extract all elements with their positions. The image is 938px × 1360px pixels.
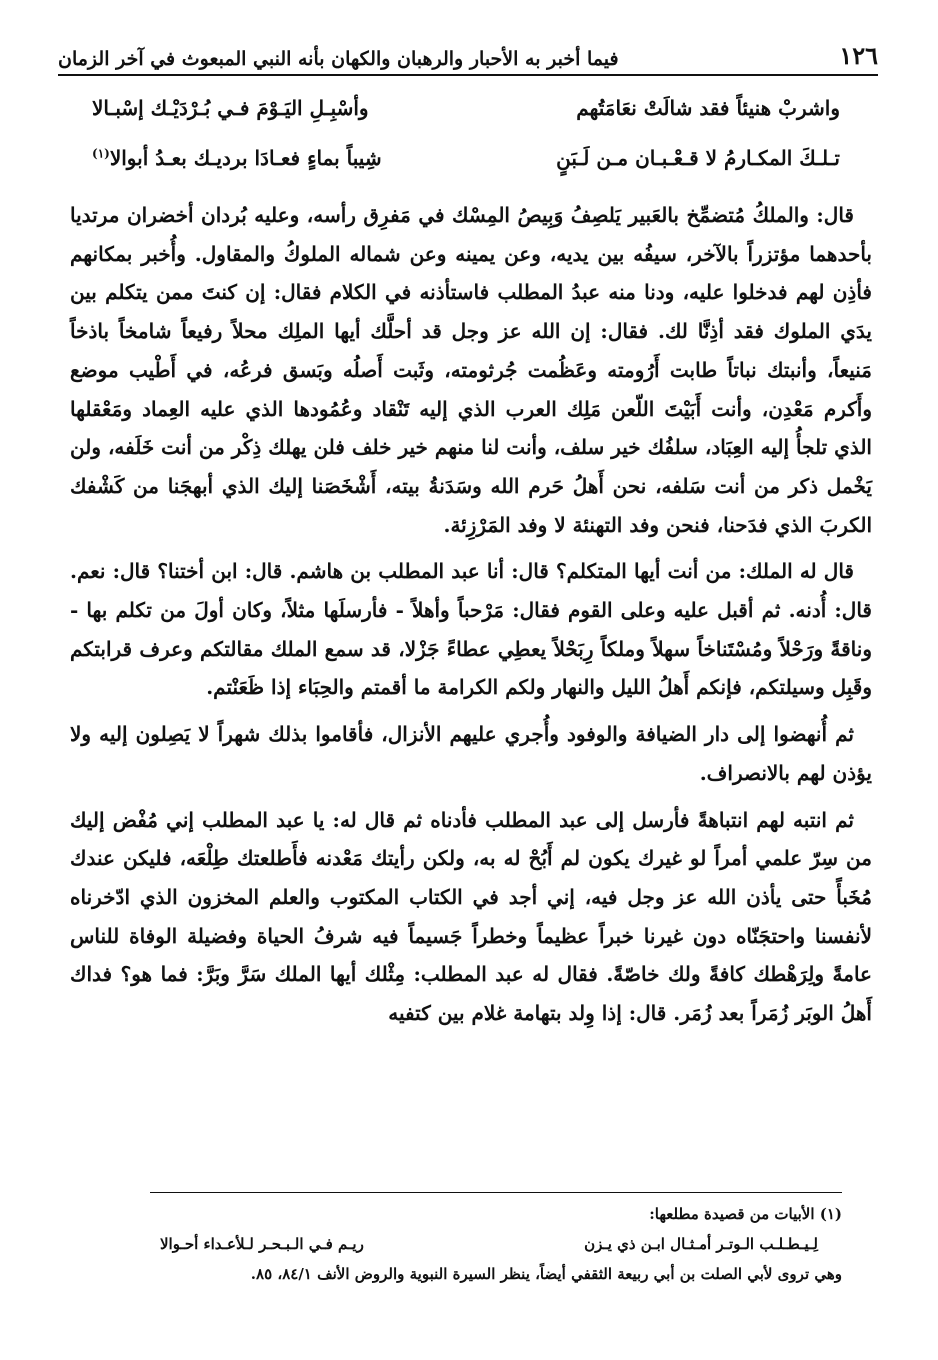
footnote-verse-left: ريـم فـي الـبـحـر لـلأعـداء أحـوالا <box>160 1235 364 1253</box>
page-header <box>58 34 878 76</box>
verse-hemistich-left <box>92 146 382 170</box>
verse-hemistich-right: واشربْ هنيئاً فقد شالَتْ نعَامَتُهم <box>576 96 840 120</box>
main-text <box>70 196 872 1041</box>
verse-hemistich-right: تـلـكَ المكـارمُ لا قـعْـبـان مـن لَـبَنٍ <box>556 146 840 170</box>
footnote-verse-right: لِـيـطـلـب الـوتـر أمـثـال ابـن ذي يـزن <box>584 1235 818 1253</box>
footnote-intro: (١) الأبيات من قصيدة مطلعها: <box>649 1205 842 1223</box>
paragraph: ثم أُنهضوا إلى دار الضيافة والوفود وأُجري عليهم الأنزال، فأقاموا بذلك شهراً لا يَصِلون إليه ولا يؤذن لهم بالانصراف. <box>70 722 872 785</box>
paragraph: قال له الملك: من أنت أيها المتكلم؟ قال: أنا عبد المطلب بن هاشم. قال: ابن أختنا؟ قال: نعم. قال: أُدنه. ثم أقبل عليه وعلى القوم فقال: مَرْحباً وأهلاً - فأرسلَها مثلاً، وكان أولَ من تكلم بها - وناقةً ورَحْلاً ومُسْتَناخاً سهلاً وملكاً رِبَحْلاً يعطِي عطاءً جَزْلا، قد سمع الملك مقالتكم وعرف قرابتكم وقَبِل وسيلتكم، فإنكم أَهلُ الليل والنهار ولكم الكرامة ما أقمتم والحِبَاء إذا ظَعَنْتم. <box>70 559 872 700</box>
footnote-marker[interactable]: (١) <box>92 146 110 161</box>
verse-hemistich-left: وأسْبِـلِ اليَـوْمَ فـي بُـرْدَيْـك إسْبـالا <box>92 96 369 120</box>
paragraph: ثم انتبه لهم انتباهةً فأرسل إلى عبد المطلب فأدناه ثم قال له: يا عبد المطلب إني مُفْض إليك من سِرّ علمي أمراً لو غيرك يكون لم أَبُحْ له به، ولكن رأيتك مَعْدنه فأَطلعتك طِلْعَه، فليكن عندك مُخَبأً حتى يأذن الله عز وجل فيه، إني أجد في الكتاب المكتوب والعلم المخزون الذي ادّخرناه لأنفسنا واحتجَنّاه دون غيرنا خبراً عظيماً وخطراً جَسيماً فيه شرفُ الحياة وفضيلة الوفاة للناس عامةً ولِرَهْطك كافةً ولك خاصّةً. فقال له عبد المطلب: مِثْلك أيها الملك سَرَّ وبَرَّ: فما هو؟ فداك أَهلُ الوبَر زُمَراً بعد زُمَر. قال: إذا وِلد بتهامة غلام بين كتفيه <box>70 807 872 1026</box>
footnotes <box>150 1192 842 1289</box>
verse-line <box>92 146 840 196</box>
poem-verses <box>92 96 840 196</box>
paragraph: قال: والملكُ مُتضمِّخ بالعَبير يَلصِفُ وَبِيصُ المِسْك في مَفرِق رأسه، وعليه بُردان أخضران مرتديا بأحدهما مؤتزراً بالآخر، سيفُه بين يديه، وعن يمينه وعن شماله الملوكُ والمقاول. وأُخبر بمكانهم فأذِن لهم فدخلوا عليه، ودنا منه عبدُ المطلب فاستأذنه في الكلام فقال: إن كنتَ ممن يتكلم بين يدَي الملوك فقد أذِنَّا لك. فقال: إن الله عز وجل قد أحلَّك أيها الملِك محلاً رفيعاً شامخاً باذخاً مَنيعاً، وأنبتك نباتاً طابت أَرُومته وعَظُمت جُرثومته، وثَبت أَصلُه وبَسق فرعُه، في أَطْيب موضع وأَكرم مَعْدِن، وأنت أَبَيْتَ اللّعن مَلِك العرب الذي إليه تَنْقاد وعُمُودها الذي عليه العِماد ومَعْقلها الذي تلجأُ إليه العِبَاد، سلفُك خير سلف، وأنت لنا منهم خير خلف فلن يهلك ذِكْر من أنت خَلَفه، ولن يَخْمل ذكر من أنت سَلفه، نحن أَهلُ حَرم الله وسَدَنةُ بيته، أَشْخَصَنا إليك الذي أبهجَنا من كَشْفك الكربَ الذي فدَحنا، فنحن وفد التهنئة لا وفد المَرْزِئة. <box>70 203 873 537</box>
footnote-note: وهي تروى لأبي الصلت بن أبي ربيعة الثقفي أيضاً، ينظر السيرة النبوية والروض الأنف ٨٤/١، ٨٥. <box>250 1265 842 1283</box>
verse-line <box>92 96 840 146</box>
page-number: ١٢٦ <box>839 41 878 70</box>
verse-text: شِيباً بماءٍ فعـادَا برديـك بعـدُ أبوالا <box>109 146 382 170</box>
running-title: فيما أخبر به الأحبار والرهبان والكهان بأنه النبي المبعوث في آخر الزمان <box>58 48 619 70</box>
footnote-verse <box>150 1229 842 1259</box>
